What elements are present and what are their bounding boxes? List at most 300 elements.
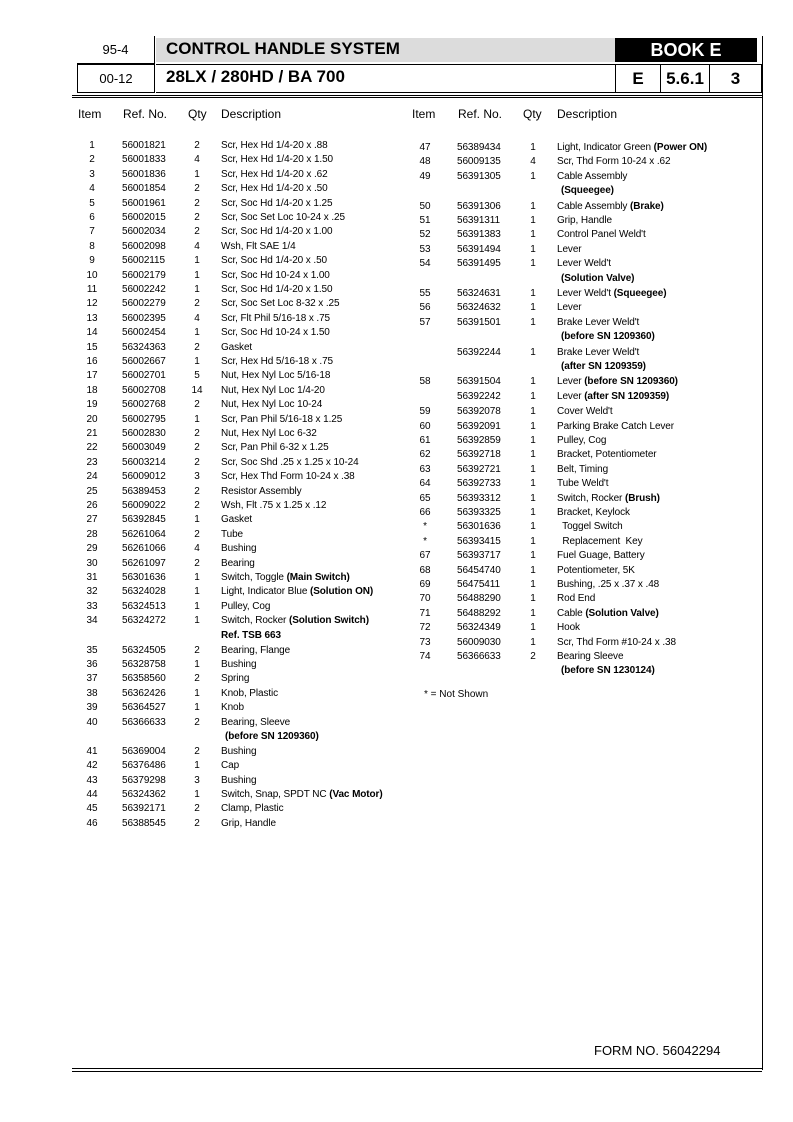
description-text: Scr, Soc Hd 10-24 x 1.50 — [221, 327, 330, 339]
item-number: 60 — [419, 420, 431, 432]
description-emphasis: (before SN 1209360) — [584, 376, 678, 388]
list-item — [0, 506, 793, 519]
quantity: 2 — [530, 651, 536, 662]
quantity: 2 — [194, 226, 200, 238]
description — [557, 434, 606, 447]
ref-number: 56393325 — [457, 507, 501, 518]
description-text: Light, Indicator Green — [557, 142, 654, 153]
description — [221, 759, 239, 772]
list-item — [0, 564, 793, 577]
ref-number: 56392078 — [457, 406, 501, 418]
quantity: 1 — [530, 622, 536, 634]
quantity: 2 — [194, 673, 200, 685]
footer-rule-2 — [72, 1071, 762, 1072]
item-number: 50 — [419, 200, 431, 212]
quantity: 2 — [194, 803, 200, 815]
ref-number: 56261097 — [122, 557, 166, 569]
ref-number: 56391494 — [457, 243, 501, 255]
ref-number: 56392171 — [122, 803, 166, 815]
list-item — [0, 405, 793, 418]
description-text: Control Panel Weld't — [557, 229, 646, 241]
quantity: 1 — [194, 269, 200, 281]
item-number: 68 — [419, 564, 431, 576]
description-text: Scr, Thd Form 10-24 x .62 — [557, 156, 671, 168]
ref-number: 56324632 — [457, 302, 501, 314]
item-number: 37 — [86, 673, 98, 685]
description-emphasis: (Main Switch) — [286, 572, 350, 583]
description-text: Cable — [557, 607, 586, 619]
list-item — [0, 170, 793, 183]
description-text: Cap — [221, 760, 240, 772]
list-item — [0, 730, 793, 743]
item-number: 22 — [86, 442, 98, 454]
quantity: 1 — [530, 492, 536, 504]
description-text: Cover Weld't — [557, 406, 613, 418]
ref-number: 56392242 — [457, 390, 501, 402]
description — [557, 549, 645, 562]
description — [561, 330, 655, 343]
quantity: 1 — [194, 572, 200, 583]
item-number: * — [423, 535, 427, 547]
item-number: 52 — [419, 229, 431, 241]
list-item — [0, 257, 793, 270]
quantity: 1 — [530, 564, 536, 576]
description — [557, 578, 659, 591]
description-text: Nut, Hex Nyl Loc 6-32 — [221, 428, 317, 439]
item-number: 38 — [86, 687, 98, 699]
description-text: Scr, Pan Phil 5/16-18 x 1.25 — [221, 413, 343, 425]
quantity: 2 — [194, 817, 200, 829]
ref-number: 56002279 — [122, 298, 166, 310]
page-number-box — [77, 36, 155, 64]
description-emphasis: (Solution Valve) — [585, 607, 659, 619]
list-item — [0, 492, 793, 505]
description-text: Replacement Key — [557, 535, 643, 547]
list-item — [0, 375, 793, 388]
item-number: 33 — [86, 600, 98, 612]
description — [557, 287, 666, 300]
description — [557, 636, 676, 649]
item-number: 66 — [419, 507, 431, 518]
description-text: Bracket, Potentiometer — [557, 449, 657, 461]
ref-number: 56324349 — [457, 622, 501, 634]
section-number: 5.6.1 — [660, 64, 710, 93]
description-text: Nut, Hex Nyl Loc 1/4-20 — [221, 384, 325, 396]
description — [561, 272, 634, 285]
quantity: 2 — [194, 644, 200, 656]
description-text: Bearing Sleeve — [557, 651, 624, 662]
item-number: 34 — [86, 615, 98, 627]
description-text: Bearing, Flange — [221, 644, 291, 656]
description-text: Nut, Hex Nyl Loc 5/16-18 — [221, 370, 331, 382]
item-number: 7 — [89, 226, 95, 238]
item-number: 29 — [86, 543, 98, 555]
list-item — [0, 788, 793, 801]
ref-number: 56389434 — [457, 142, 501, 153]
ref-number: 56366633 — [122, 716, 166, 728]
list-item — [0, 716, 793, 729]
quantity: 1 — [530, 593, 536, 605]
description — [557, 477, 608, 490]
item-number: 36 — [86, 658, 98, 670]
description-emphasis: (before SN 1230124) — [561, 665, 655, 677]
description — [557, 170, 627, 183]
item-number: 12 — [86, 298, 98, 310]
description — [221, 774, 256, 787]
description — [557, 228, 646, 241]
quantity: 1 — [530, 507, 536, 518]
list-item — [0, 448, 793, 461]
list-item — [0, 607, 793, 620]
quantity: 1 — [530, 302, 536, 314]
item-number: 2 — [89, 154, 95, 166]
description-text: Parking Brake Catch Lever — [557, 420, 675, 432]
description-text: Grip, Handle — [221, 817, 276, 829]
description-text: Bearing, Sleeve — [221, 716, 291, 728]
form-number: FORM NO. 56042294 — [594, 1043, 721, 1058]
quantity: 1 — [530, 258, 536, 270]
description-text: Scr, Hex Hd 1/4-20 x .62 — [221, 168, 328, 180]
quantity: 4 — [194, 240, 200, 252]
item-number: 28 — [86, 528, 98, 540]
ref-number: 56362426 — [122, 687, 166, 699]
quantity: 2 — [194, 500, 200, 511]
description-text: Fuel Guage, Battery — [557, 550, 645, 562]
ref-number: 56002034 — [122, 226, 166, 238]
item-number: 72 — [419, 622, 431, 634]
quantity: 1 — [194, 255, 200, 267]
list-item — [0, 650, 793, 663]
quantity: 1 — [530, 435, 536, 446]
ref-number: 56391306 — [457, 200, 501, 212]
item-number: 64 — [419, 478, 431, 490]
description-text: Scr, Hex Hd 1/4-20 x 1.50 — [221, 154, 334, 166]
list-item — [0, 592, 793, 605]
ref-number: 56261064 — [122, 528, 166, 540]
description-text: Brake Lever Weld't — [557, 346, 640, 358]
description-text: Scr, Soc Set Loc 10-24 x .25 — [221, 212, 345, 223]
description — [225, 730, 319, 743]
description — [557, 155, 670, 168]
ref-number: 56366633 — [457, 651, 501, 662]
list-item — [0, 520, 793, 533]
ref-number: 56001836 — [122, 168, 166, 180]
item-number: 63 — [419, 463, 431, 475]
quantity: 1 — [530, 390, 536, 402]
ref-number: 56009022 — [122, 500, 166, 511]
item-number: 23 — [86, 456, 98, 468]
not-shown-note: * = Not Shown — [424, 689, 489, 700]
item-number: 71 — [419, 607, 431, 619]
models-title: 28LX / 280HD / BA 700 — [166, 67, 345, 86]
item-number: 21 — [86, 428, 98, 439]
quantity: 1 — [530, 420, 536, 432]
description-text: Belt, Timing — [557, 463, 609, 475]
quantity: 2 — [194, 442, 200, 454]
ref-number: 56391311 — [457, 215, 500, 226]
item-number: 67 — [419, 550, 431, 562]
item-number: 55 — [419, 288, 431, 299]
ref-number: 56003214 — [122, 456, 166, 468]
left-col-headers — [0, 107, 793, 123]
description-text: Scr, Soc Shd .25 x 1.25 x 10-24 — [221, 456, 359, 468]
description-text: Scr, Hex Hd 1/4-20 x .50 — [221, 183, 328, 195]
quantity: 1 — [530, 607, 536, 619]
quantity: 1 — [194, 586, 200, 598]
quantity: 2 — [194, 557, 200, 569]
description-emphasis: (Brake) — [629, 200, 664, 212]
item-number: 25 — [86, 485, 98, 497]
description — [557, 506, 630, 519]
description — [557, 200, 664, 213]
item-number: 32 — [86, 586, 98, 598]
description-emphasis: (Solution ON) — [309, 586, 374, 598]
item-number: 56 — [419, 302, 431, 314]
ref-number: 56301636 — [122, 572, 166, 583]
list-item — [0, 535, 793, 548]
description-emphasis: (Solution Switch) — [288, 615, 369, 627]
description — [557, 301, 582, 314]
description-text: Nut, Hex Nyl Loc 10-24 — [221, 399, 323, 411]
description — [557, 141, 707, 154]
ref-number: 56324505 — [122, 644, 166, 656]
quantity: 2 — [194, 716, 200, 728]
description-text: Bearing — [221, 557, 255, 569]
item-number: 49 — [419, 170, 431, 182]
quantity: 3 — [194, 471, 200, 483]
item-number: 27 — [86, 514, 98, 526]
quantity: 1 — [194, 168, 200, 180]
quantity: 1 — [530, 229, 536, 241]
description — [221, 817, 276, 830]
list-item — [0, 420, 793, 433]
quantity: 1 — [194, 687, 200, 699]
col-qty: Qty — [188, 107, 207, 121]
item-number: 1 — [89, 140, 95, 151]
quantity: 1 — [530, 521, 536, 533]
ref-number: 56009135 — [457, 156, 501, 168]
description — [221, 788, 383, 801]
item-number: 48 — [419, 156, 431, 168]
list-item — [0, 774, 793, 787]
description — [557, 564, 635, 577]
description-text: Bushing — [221, 543, 257, 555]
item-number: 53 — [419, 243, 431, 255]
quantity: 1 — [194, 356, 200, 367]
item-number: 42 — [86, 760, 98, 772]
quantity: 2 — [194, 485, 200, 497]
description-text: Pulley, Cog — [557, 435, 607, 446]
quantity: 2 — [194, 140, 200, 151]
ref-number: 56002795 — [122, 413, 166, 425]
description-text: Knob — [221, 702, 244, 714]
quantity: 1 — [530, 288, 536, 299]
description-text: Clamp, Plastic — [221, 803, 284, 815]
ref-number: 56261066 — [122, 543, 166, 555]
description-emphasis: (after SN 1209359) — [584, 390, 670, 402]
list-item — [0, 759, 793, 772]
ref-number: 56391501 — [457, 316, 501, 328]
col-qty-right: Qty — [523, 107, 542, 121]
quantity: 2 — [194, 212, 200, 223]
quantity: 1 — [530, 406, 536, 418]
list-item — [0, 434, 793, 447]
list-item — [0, 477, 793, 490]
description-text: Lever — [557, 302, 582, 314]
list-item — [0, 701, 793, 714]
quantity: 2 — [194, 745, 200, 757]
item-number: 18 — [86, 384, 98, 396]
item-number: 65 — [419, 492, 431, 504]
ref-number: 56324631 — [457, 288, 501, 299]
item-number: 40 — [86, 716, 98, 728]
description-text: Knob, Plastic — [221, 687, 279, 699]
list-item — [0, 745, 793, 758]
description-emphasis: (Solution Valve) — [561, 272, 635, 284]
description-emphasis: (Vac Motor) — [329, 789, 383, 800]
description — [561, 664, 655, 677]
ref-number: 56392859 — [457, 435, 501, 446]
description — [221, 701, 244, 714]
item-number: 54 — [419, 258, 431, 270]
description — [221, 802, 284, 815]
ref-number: 56389453 — [122, 485, 166, 497]
list-item — [0, 197, 793, 213]
description-text: Potentiometer, 5K — [557, 564, 635, 576]
item-number: 11 — [86, 284, 98, 295]
page-number: 95-4 — [102, 42, 129, 57]
description — [557, 492, 660, 505]
ref-number: 56009030 — [457, 636, 501, 648]
quantity: 2 — [194, 197, 200, 209]
description-text: Grip, Handle — [557, 215, 612, 226]
ref-number: 56328758 — [122, 658, 166, 670]
description-emphasis: (Brush) — [624, 492, 660, 504]
quantity: 14 — [191, 384, 203, 396]
item-number: 57 — [419, 316, 431, 328]
ref-number: 56001821 — [122, 140, 166, 151]
col-ref: Ref. No. — [123, 107, 168, 121]
ref-number: 56002242 — [122, 284, 166, 295]
list-item — [0, 664, 793, 677]
description-text: Scr, Soc Set Loc 8-32 x .25 — [221, 298, 340, 310]
quantity: 1 — [530, 142, 536, 153]
ref-number: 56391495 — [457, 258, 501, 270]
description-text: Scr, Hex Thd Form 10-24 x .38 — [221, 471, 355, 483]
section-page: 3 — [709, 64, 762, 93]
description-text: Resistor Assembly — [221, 485, 302, 497]
item-number: 10 — [86, 269, 98, 281]
ref-number: 56392244 — [457, 346, 501, 358]
ref-number: 56488292 — [457, 607, 501, 619]
ref-number: 56002098 — [122, 240, 166, 252]
description-emphasis: Ref. TSB 663 — [221, 629, 281, 641]
description-text: Switch, Rocker — [557, 492, 625, 504]
quantity: 1 — [530, 215, 536, 226]
item-number: 26 — [86, 500, 98, 511]
description-text: Switch, Rocker — [221, 615, 289, 627]
description-emphasis: (before SN 1209360) — [225, 730, 319, 742]
quantity: 1 — [194, 658, 200, 670]
description — [557, 243, 582, 256]
description-text: Scr, Soc Hd 10-24 x 1.00 — [221, 269, 330, 281]
description — [561, 360, 646, 373]
description-text: Switch, Toggle — [221, 572, 287, 583]
description — [557, 607, 659, 620]
description-emphasis: (Power ON) — [653, 142, 708, 153]
item-number: 14 — [86, 327, 98, 339]
description-text: Rod End — [557, 593, 596, 605]
description — [557, 650, 623, 663]
ref-number: 56392718 — [457, 449, 501, 461]
description — [557, 405, 613, 418]
ref-number: 56002830 — [122, 428, 166, 439]
description-text: Lever — [557, 376, 585, 388]
ref-number: 56393717 — [457, 550, 501, 562]
quantity: 1 — [530, 636, 536, 648]
quantity: 4 — [530, 156, 536, 168]
ref-number: 56324513 — [122, 600, 166, 612]
item-number: 31 — [86, 572, 98, 583]
quantity: 1 — [530, 316, 536, 328]
ref-number: 56001854 — [122, 183, 166, 195]
description-emphasis: (after SN 1209359) — [561, 361, 646, 372]
quantity: 1 — [194, 327, 200, 339]
ref-number: 56475411 — [457, 579, 500, 590]
description-text: Scr, Soc Hd 1/4-20 x 1.25 — [221, 197, 333, 209]
description-text: Lever — [557, 390, 585, 402]
description-text: Gasket — [221, 514, 253, 526]
description-text: Tube Weld't — [557, 478, 609, 490]
description-text: Scr, Hex Hd 1/4-20 x .88 — [221, 140, 328, 151]
description — [557, 390, 669, 403]
description-text: Lever Weld't — [557, 288, 614, 299]
quantity: 1 — [530, 478, 536, 490]
description — [557, 375, 678, 388]
ref-number: 56364527 — [122, 702, 166, 714]
item-number: 17 — [86, 370, 98, 382]
ref-number: 56454740 — [457, 564, 501, 576]
quantity: 1 — [530, 200, 536, 212]
item-number: 69 — [419, 579, 431, 590]
item-number: 8 — [89, 240, 95, 252]
book-label: BOOK E — [615, 38, 757, 62]
quantity: 2 — [194, 298, 200, 310]
quantity: 2 — [194, 183, 200, 195]
ref-number: 56002395 — [122, 312, 166, 324]
list-item — [0, 240, 793, 256]
item-number: 73 — [419, 636, 431, 648]
item-number: 24 — [86, 471, 98, 483]
ref-number: 56001961 — [122, 197, 166, 209]
right-border — [762, 36, 763, 1070]
item-number: 6 — [89, 212, 95, 223]
item-number: * — [423, 521, 427, 533]
description — [557, 621, 580, 634]
col-ref-right: Ref. No. — [458, 107, 503, 121]
item-number: 43 — [86, 774, 98, 786]
list-item — [0, 269, 793, 285]
ref-number: 56393415 — [457, 535, 501, 547]
description-emphasis: (Squeegee) — [561, 185, 614, 197]
ref-number: 56392721 — [457, 463, 501, 475]
quantity: 1 — [530, 243, 536, 255]
list-item — [0, 390, 793, 403]
item-number: 3 — [89, 168, 95, 180]
ref-number: 56488290 — [457, 593, 501, 605]
description-text: Scr, Soc Hd 1/4-20 x 1.00 — [221, 226, 333, 238]
item-number: 74 — [419, 651, 431, 662]
